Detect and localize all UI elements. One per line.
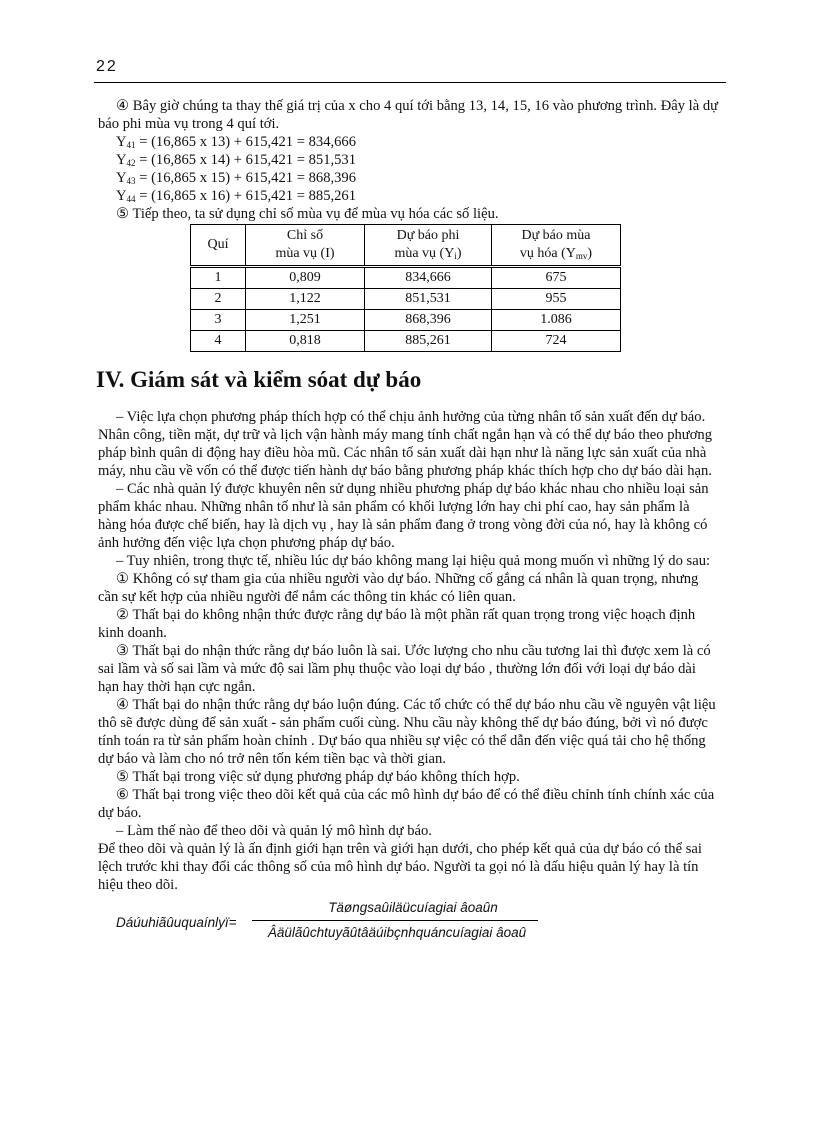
formula-denominator: Âäülãûchtuyãûtâäúibçnhquáncuíagiai âoaû (267, 925, 527, 940)
cell-forecast: 851,531 (365, 289, 492, 310)
formula-lhs: Dáúuhiãûuquaínlyï= (116, 915, 237, 930)
header-nonseasonal-forecast: Dự báo phi mùa vụ $(Y_i)$ (365, 225, 492, 267)
body-paragraph: ② Thất bại do không nhận thức được rằng dự báo là một phần rất quan trọng trong việc hoạch định kinh doanh. (98, 607, 696, 641)
cell-seasonal-forecast: 724 (492, 331, 621, 352)
seasonal-forecast-table (190, 224, 621, 352)
cell-forecast: 868,396 (365, 310, 492, 331)
cell-index: 1,122 (246, 289, 365, 310)
equation-y41: $Y_{41} = (16,865$ x 13) + 615,421 = 834,666 (116, 134, 357, 150)
cell-index: 0,809 (246, 267, 365, 289)
intro-paragraph-2: ⑤ Tiếp theo, ta sử dụng chỉ số mùa vụ để mùa vụ hóa các số liệu. (116, 206, 499, 222)
body-paragraph: ⑤ Thất bại trong việc sử dụng phương pháp dự báo không thích hợp. (116, 769, 520, 785)
body-paragraph: – Việc lựa chọn phương pháp thích hợp có thể chịu ảnh hưởng của từng nhân tố sản xuất đến dự báo. Nhân công, tiền mặt, dự trữ và lịch vận hành máy mang tính chất ngắn hạn và có thể dự báo theo phương pháp bình quân di động hay điều hòa mũ. Các nhân tố sản xuất dài hạn như là năng lực sản xuất của nhà máy, nhu cầu về vốn có thể được tiến hành dự báo bằng phương pháp khác thích hợp cho dự báo dài hạn. (98, 409, 713, 479)
header-seasonal-index: Chỉ số mùa vụ (I) (246, 225, 365, 267)
cell-seasonal-forecast: 1.086 (492, 310, 621, 331)
table-row (191, 331, 621, 352)
cell-index: 0,818 (246, 331, 365, 352)
body-paragraph: – Tuy nhiên, trong thực tế, nhiều lúc dự báo không mang lại hiệu quả mong muốn vì những lý do sau: (116, 553, 711, 569)
cell-quarter: 2 (191, 289, 246, 310)
fraction-bar (252, 920, 538, 921)
page-content (98, 97, 720, 948)
cell-quarter: 1 (191, 267, 246, 289)
closing-paragraph: Để theo dõi và quản lý là ấn định giới hạn trên và giới hạn dưới, cho phép kết quả của dự báo có thể sai lệch trước khi thay đổi các thông số của mô hình dự báo. Người ta gọi nó là dấu hiệu quản lý hay là tín hiệu theo dõi. (98, 841, 702, 893)
intro-paragraph-1: ④ Bây giờ chúng ta thay thế giá trị của x cho 4 quí tới bằng 13, 14, 15, 16 vào phương trình. Đây là dự báo phi mùa vụ trong 4 quí tới. (98, 98, 719, 132)
body-paragraph: ③ Thất bại do nhận thức rằng dự báo luôn là sai. Ước lượng cho nhu cầu tương lai thì được xem là có sai lầm và số sai lầm và mức độ sai lầm phụ thuộc vào loại dự báo , thường lớn đối với loại dự báo dài hạn hay thời hạn cực ngắn. (98, 643, 711, 695)
header-rule (94, 82, 726, 83)
cell-forecast: 834,666 (365, 267, 492, 289)
cell-quarter: 4 (191, 331, 246, 352)
tracking-signal-formula (98, 898, 720, 948)
table-header-row (191, 225, 621, 267)
cell-seasonal-forecast: 675 (492, 267, 621, 289)
body-paragraph: ① Không có sự tham gia của nhiều người vào dự báo. Những cố gắng cá nhân là quan trọng, nhưng cần sự kết hợp của nhiều người để nắm các thông tin khác có liên quan. (98, 571, 699, 605)
body-paragraph: – Các nhà quản lý được khuyên nên sử dụng nhiều phương pháp dự báo khác nhau cho nhiều loại sản phẩm khác nhau. Những nhân tố như là sản phẩm có khối lượng lớn hay chi phí cao, hay sản phẩm là hàng hóa được chế biến, hay là dịch vụ , hay là sản phẩm đang ở trong vòng đời của nó, hay là không có ảnh hưởng đến việc lựa chọn phương pháp dự báo. (98, 481, 709, 551)
equation-list (98, 133, 720, 205)
cell-seasonal-forecast: 955 (492, 289, 621, 310)
page-number: 22 (96, 58, 118, 75)
equation-y43: $Y_{43} = (16,865$ x 15) + 615,421 = 868,396 (116, 170, 357, 186)
header-quarter: Quí (191, 225, 246, 267)
table-row (191, 289, 621, 310)
table-row (191, 267, 621, 289)
table-row (191, 310, 621, 331)
cell-quarter: 3 (191, 310, 246, 331)
formula-numerator: Täøngsaûiläücuíagiai âoaûn (328, 900, 498, 915)
body-paragraph: ⑥ Thất bại trong việc theo dõi kết quả của các mô hình dự báo để có thể điều chỉnh tính chính xác của dự báo. (98, 787, 715, 821)
body-paragraph: ④ Thất bại do nhận thức rằng dự báo luộn đúng. Các tổ chức có thể dự báo nhu cầu về nguyên vật liệu thô sẽ được dùng để sản xuất - sản phẩm cuối cùng. Nhu cầu này không thể dự báo đúng, bởi vì nó được tính toán ra từ sản phẩm hoàn chỉnh . Dự báo qua nhiều sự việc có thể dẫn đến việc quá tải cho hệ thống dự báo và làm cho nó trở nên tốn kém tiền bạc và thời gian. (98, 697, 716, 767)
cell-index: 1,251 (246, 310, 365, 331)
equation-y44: $Y_{44} = (16,865$ x 16) + 615,421 = 885,261 (116, 188, 357, 204)
body-paragraph: – Làm thế nào để theo dõi và quản lý mô hình dự báo. (116, 823, 432, 839)
equation-y42: $Y_{42} = (16,865$ x 14) + 615,421 = 851,531 (116, 152, 357, 168)
header-seasonalized-forecast: Dự báo mùa vụ hóa $(Y_{mv})$ (492, 225, 621, 267)
section-heading: IV. Giám sát và kiểm sóat dự báo (96, 367, 422, 392)
cell-forecast: 885,261 (365, 331, 492, 352)
